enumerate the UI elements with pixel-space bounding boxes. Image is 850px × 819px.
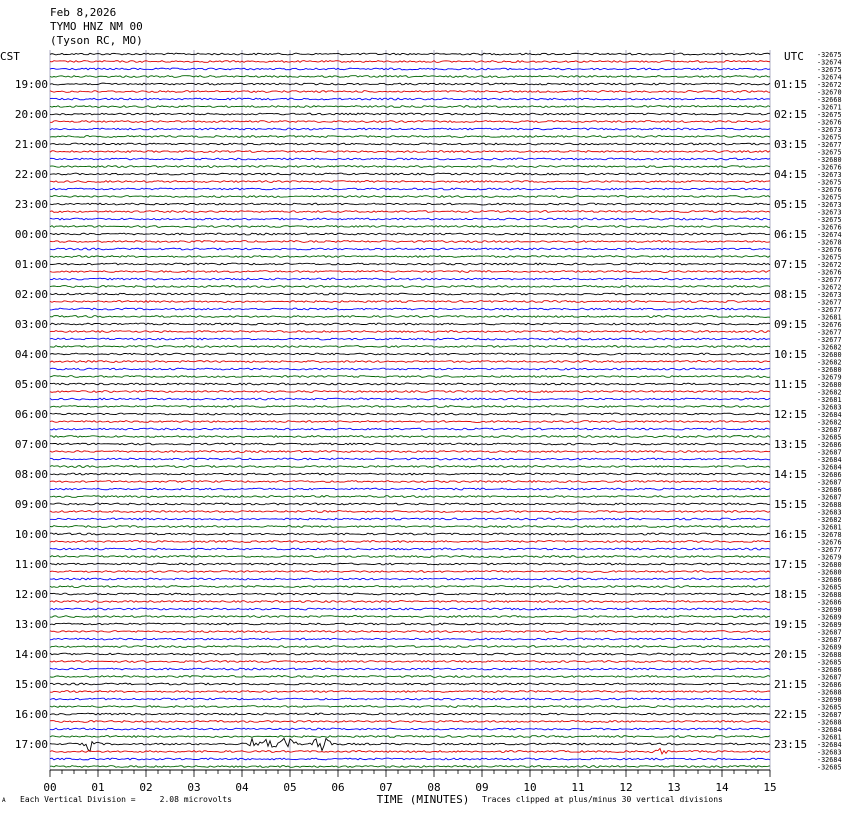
left-hour-labels — [15, 78, 48, 751]
right-timezone-label: UTC — [784, 50, 804, 63]
right-hour-label: 19:15 — [774, 618, 808, 631]
trace-offset-label: -32686 — [817, 576, 842, 584]
trace-offset-label: -32688 — [817, 651, 842, 659]
trace-offset-label: -32680 — [817, 568, 842, 577]
x-axis-title: TIME (MINUTES) — [376, 793, 470, 806]
right-hour-label: 06:15 — [774, 228, 808, 241]
trace-offset-label: -32679 — [817, 373, 842, 382]
trace-offset-label: -32671 — [817, 103, 842, 112]
right-hour-label: 09:15 — [774, 318, 808, 331]
right-hour-label: 20:15 — [774, 648, 808, 661]
x-tick-label: 12 — [619, 781, 633, 794]
trace-offset-label: -32676 — [817, 246, 842, 254]
left-hour-label: 11:00 — [14, 558, 48, 571]
trace-offset-label: -32687 — [817, 711, 842, 719]
trace-offset-label: -32688 — [817, 501, 842, 509]
trace-offset-label: -32678 — [817, 238, 842, 247]
trace-offset-label: -32675 — [817, 178, 842, 187]
x-tick-label: 13 — [667, 781, 681, 794]
left-hour-label: 22:00 — [14, 168, 48, 181]
x-tick-label: 14 — [715, 781, 729, 794]
right-hour-label: 02:15 — [774, 108, 808, 121]
trace-offset-label: -32680 — [817, 366, 842, 374]
trace-offset-label: -32675 — [817, 253, 842, 262]
trace-offset-label: -32687 — [817, 493, 842, 502]
left-hour-label: 17:00 — [14, 738, 48, 751]
trace-offset-label: -32673 — [817, 201, 842, 209]
left-hour-label: 00:00 — [14, 228, 48, 241]
trace-offset-label: -32675 — [817, 148, 842, 157]
trace-offset-label: -32689 — [817, 613, 842, 622]
left-hour-label: 09:00 — [14, 498, 48, 511]
left-hour-label: 19:00 — [14, 78, 48, 91]
x-tick-label: 15 — [763, 781, 777, 794]
trace-offset-label: -32684 — [817, 741, 842, 749]
trace-offset-label: -32677 — [817, 546, 842, 554]
trace-offset-label: -32676 — [817, 538, 842, 547]
right-hour-label: 23:15 — [774, 738, 808, 751]
trace-offset-label: -32682 — [817, 388, 842, 397]
left-hour-label: 07:00 — [14, 438, 48, 451]
right-hour-label: 13:15 — [774, 438, 808, 451]
right-hour-label: 11:15 — [774, 378, 808, 391]
trace-offset-label: -32687 — [817, 673, 842, 682]
clip-note: Traces clipped at plus/minus 30 vertical divisions — [482, 795, 723, 804]
trace-offset-label: -32687 — [817, 426, 842, 434]
x-tick-label: 01 — [91, 781, 105, 794]
right-hour-label: 05:15 — [774, 198, 808, 211]
left-hour-label: 14:00 — [14, 648, 48, 661]
trace-offset-label: -32680 — [817, 351, 842, 359]
left-hour-label: 20:00 — [14, 108, 48, 121]
trace-offset-label: -32677 — [817, 141, 842, 149]
trace-offset-label: -32674 — [817, 231, 842, 239]
trace-offset-label: -32683 — [817, 403, 842, 412]
right-hour-label: 15:15 — [774, 498, 808, 511]
trace-offset-label: -32686 — [817, 681, 842, 689]
x-tick-label: 06 — [331, 781, 345, 794]
x-tick-label: 02 — [139, 781, 153, 794]
trace-offset-label: -32685 — [817, 703, 842, 712]
trace-offset-label: -32684 — [817, 726, 842, 734]
trace-offset-label: -32683 — [817, 508, 842, 517]
trace-offset-label: -32681 — [817, 733, 842, 742]
trace-offset-label: -32680 — [817, 561, 842, 569]
right-hour-label: 21:15 — [774, 678, 808, 691]
trace-offset-label: -32686 — [817, 441, 842, 449]
trace-offset-label: -32689 — [817, 621, 842, 629]
trace-offset-label: -32675 — [817, 193, 842, 202]
trace-offset-label: -32685 — [817, 433, 842, 442]
trace-offset-label: -32677 — [817, 328, 842, 337]
trace-offset-label: -32681 — [817, 396, 842, 404]
right-hour-label: 01:15 — [774, 78, 808, 91]
trace-offset-label: -32674 — [817, 73, 842, 82]
trace-offset-label: -32672 — [817, 81, 842, 89]
trace-offset-label: -32672 — [817, 261, 842, 269]
trace-offset-label: -32675 — [817, 111, 842, 119]
right-hour-label: 14:15 — [774, 468, 808, 481]
trace-offset-label: -32682 — [817, 418, 842, 427]
header-location: (Tyson RC, MO) — [50, 34, 143, 47]
header-date: Feb 8,2026 — [50, 6, 117, 19]
trace-offset-label: -32688 — [817, 688, 842, 697]
trace-offset-label: -32673 — [817, 291, 842, 299]
trace-offset-label: -32673 — [817, 208, 842, 217]
left-timezone-label: CST — [0, 50, 20, 63]
x-tick-label: 04 — [235, 781, 249, 794]
trace-offset-label: -32675 — [817, 51, 842, 59]
trace-offset-label: -32668 — [817, 96, 842, 104]
trace-offset-label: -32676 — [817, 268, 842, 277]
trace-offset-label: -32682 — [817, 516, 842, 524]
trace-offset-label: -32687 — [817, 636, 842, 644]
x-tick-label: 00 — [43, 781, 57, 794]
trace-offset-label: -32687 — [817, 628, 842, 637]
right-hour-label: 18:15 — [774, 588, 808, 601]
trace-offset-label: -32682 — [817, 343, 842, 352]
trace-offset-label: -32689 — [817, 643, 842, 652]
trace-offset-label: -32684 — [817, 463, 842, 472]
trace-offset-label: -32673 — [817, 126, 842, 134]
trace-offset-label: -32677 — [817, 336, 842, 344]
trace-offset-label: -32681 — [817, 313, 842, 322]
trace-offset-label: -32676 — [817, 163, 842, 172]
trace-offset-label: -32680 — [817, 381, 842, 389]
trace-offset-label: -32687 — [817, 448, 842, 457]
x-tick-label: 10 — [523, 781, 537, 794]
trace-offset-label: -32677 — [817, 306, 842, 314]
right-hour-label: 12:15 — [774, 408, 808, 421]
right-hour-label: 16:15 — [774, 528, 808, 541]
x-tick-label: 07 — [379, 781, 393, 794]
trace-offset-label: -32676 — [817, 321, 842, 329]
trace-offset-label: -32685 — [817, 583, 842, 592]
trace-offset-label: -32686 — [817, 666, 842, 674]
trace-offset-label: -32688 — [817, 591, 842, 599]
trace-offset-label: -32684 — [817, 456, 842, 464]
trace-offset-label: -32684 — [817, 756, 842, 764]
trace-offset-label: -32684 — [817, 411, 842, 419]
trace-offset-label: -32676 — [817, 186, 842, 194]
left-hour-label: 16:00 — [14, 708, 48, 721]
scale-note: Each Vertical Division = 2.08 microvolts — [20, 795, 232, 804]
left-hour-label: 10:00 — [14, 528, 48, 541]
corner-mark: A — [2, 797, 6, 804]
x-tick-label: 08 — [427, 781, 441, 794]
trace-offset-label: -32685 — [817, 658, 842, 667]
left-hour-label: 03:00 — [14, 318, 48, 331]
right-hour-label: 17:15 — [774, 558, 808, 571]
x-tick-label: 11 — [571, 781, 585, 794]
trace-offset-label: -32686 — [817, 486, 842, 494]
left-hour-label: 01:00 — [14, 258, 48, 271]
left-hour-label: 02:00 — [14, 288, 48, 301]
trace-offset-label: -32686 — [817, 598, 842, 607]
trace-offset-label: -32676 — [817, 223, 842, 232]
trace-offset-label: -32672 — [817, 283, 842, 292]
trace-offset-label: -32688 — [817, 718, 842, 727]
trace-offset-label: -32690 — [817, 696, 842, 704]
right-hour-label: 03:15 — [774, 138, 808, 151]
x-tick-label: 09 — [475, 781, 489, 794]
right-hour-label: 10:15 — [774, 348, 808, 361]
trace-offset-label: -32675 — [817, 216, 842, 224]
trace-offset-label: -32678 — [817, 531, 842, 539]
left-hour-label: 05:00 — [14, 378, 48, 391]
left-hour-label: 13:00 — [14, 618, 48, 631]
left-hour-label: 23:00 — [14, 198, 48, 211]
header-station: TYMO HNZ NM 00 — [50, 20, 143, 33]
trace-offset-label: -32670 — [817, 88, 842, 97]
trace-offset-label: -32683 — [817, 748, 842, 757]
trace-offset-label: -32680 — [817, 156, 842, 164]
right-hour-label: 04:15 — [774, 168, 808, 181]
trace-offset-label: -32685 — [817, 763, 842, 772]
trace-offset-label: -32686 — [817, 471, 842, 479]
left-hour-label: 04:00 — [14, 348, 48, 361]
trace-offset-label: -32675 — [817, 66, 842, 74]
trace-offset-label: -32679 — [817, 553, 842, 562]
x-tick-label: 03 — [187, 781, 201, 794]
right-hour-label: 07:15 — [774, 258, 808, 271]
left-hour-label: 21:00 — [14, 138, 48, 151]
trace-offset-label: -32682 — [817, 358, 842, 367]
trace-offset-labels — [817, 51, 842, 772]
trace-offset-label: -32677 — [817, 298, 842, 307]
trace-offset-label: -32690 — [817, 606, 842, 614]
right-hour-label: 22:15 — [774, 708, 808, 721]
trace-offset-label: -32687 — [817, 478, 842, 487]
trace-offset-label: -32673 — [817, 171, 842, 179]
trace-offset-label: -32674 — [817, 58, 842, 67]
trace-offset-label: -32681 — [817, 523, 842, 532]
trace-offset-label: -32675 — [817, 133, 842, 142]
left-hour-label: 06:00 — [14, 408, 48, 421]
trace-offset-label: -32677 — [817, 276, 842, 284]
right-hour-label: 08:15 — [774, 288, 808, 301]
trace-offset-label: -32676 — [817, 118, 842, 127]
left-hour-label: 12:00 — [14, 588, 48, 601]
left-hour-label: 15:00 — [14, 678, 48, 691]
left-hour-label: 08:00 — [14, 468, 48, 481]
right-hour-labels — [774, 78, 807, 751]
x-tick-label: 05 — [283, 781, 297, 794]
